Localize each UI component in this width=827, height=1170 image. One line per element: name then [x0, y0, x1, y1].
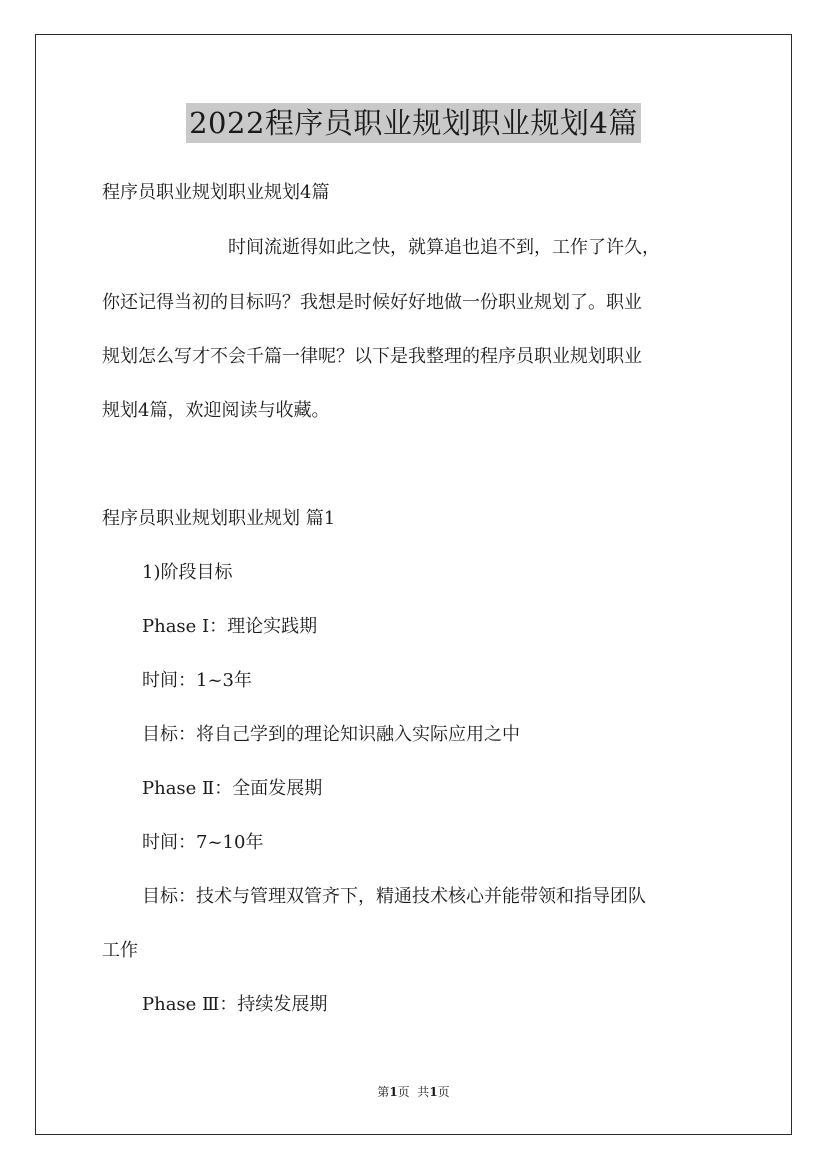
body-line-goal-2-cont: 工作 — [102, 940, 138, 961]
document-subtitle: 程序员职业规划职业规划4篇 — [102, 182, 330, 203]
body-line-goal-1: 目标：将自己学到的理论知识融入实际应用之中 — [142, 724, 520, 745]
body-line-time-1: 时间：1~3年 — [142, 670, 252, 691]
intro-line-2: 你还记得当初的目标吗？我想是时候好好地做一份职业规划了。职业 — [102, 292, 642, 313]
page-footer — [0, 1084, 827, 1100]
document-title: 2022程序员职业规划职业规划4篇 — [186, 103, 641, 143]
intro-line-3: 规划怎么写才不会千篇一律呢？以下是我整理的程序员职业规划职业 — [102, 346, 642, 367]
body-line-goal-2: 目标：技术与管理双管齐下，精通技术核心并能带领和指导团队 — [142, 886, 646, 907]
body-line-time-2: 时间：7~10年 — [142, 832, 264, 853]
footer-page-current: 1 — [389, 1085, 398, 1099]
title-container — [0, 103, 827, 143]
body-line-phase-3: Phase Ⅲ：持续发展期 — [142, 994, 328, 1015]
body-line-phase-1: Phase Ⅰ：理论实践期 — [142, 616, 318, 637]
body-line-stage-goals: 1)阶段目标 — [142, 562, 233, 583]
footer-page-mid: 页 共 — [397, 1085, 430, 1099]
intro-line-1: 时间流逝得如此之快，就算追也追不到，工作了许久， — [228, 237, 660, 258]
body-line-phase-2: Phase Ⅱ：全面发展期 — [142, 778, 323, 799]
section-heading: 程序员职业规划职业规划 篇1 — [102, 508, 336, 529]
footer-page-suffix: 页 — [437, 1085, 450, 1099]
intro-line-4: 规划4篇，欢迎阅读与收藏。 — [102, 400, 330, 421]
footer-page-prefix: 第 — [377, 1085, 390, 1099]
footer-page-total: 1 — [429, 1085, 438, 1099]
